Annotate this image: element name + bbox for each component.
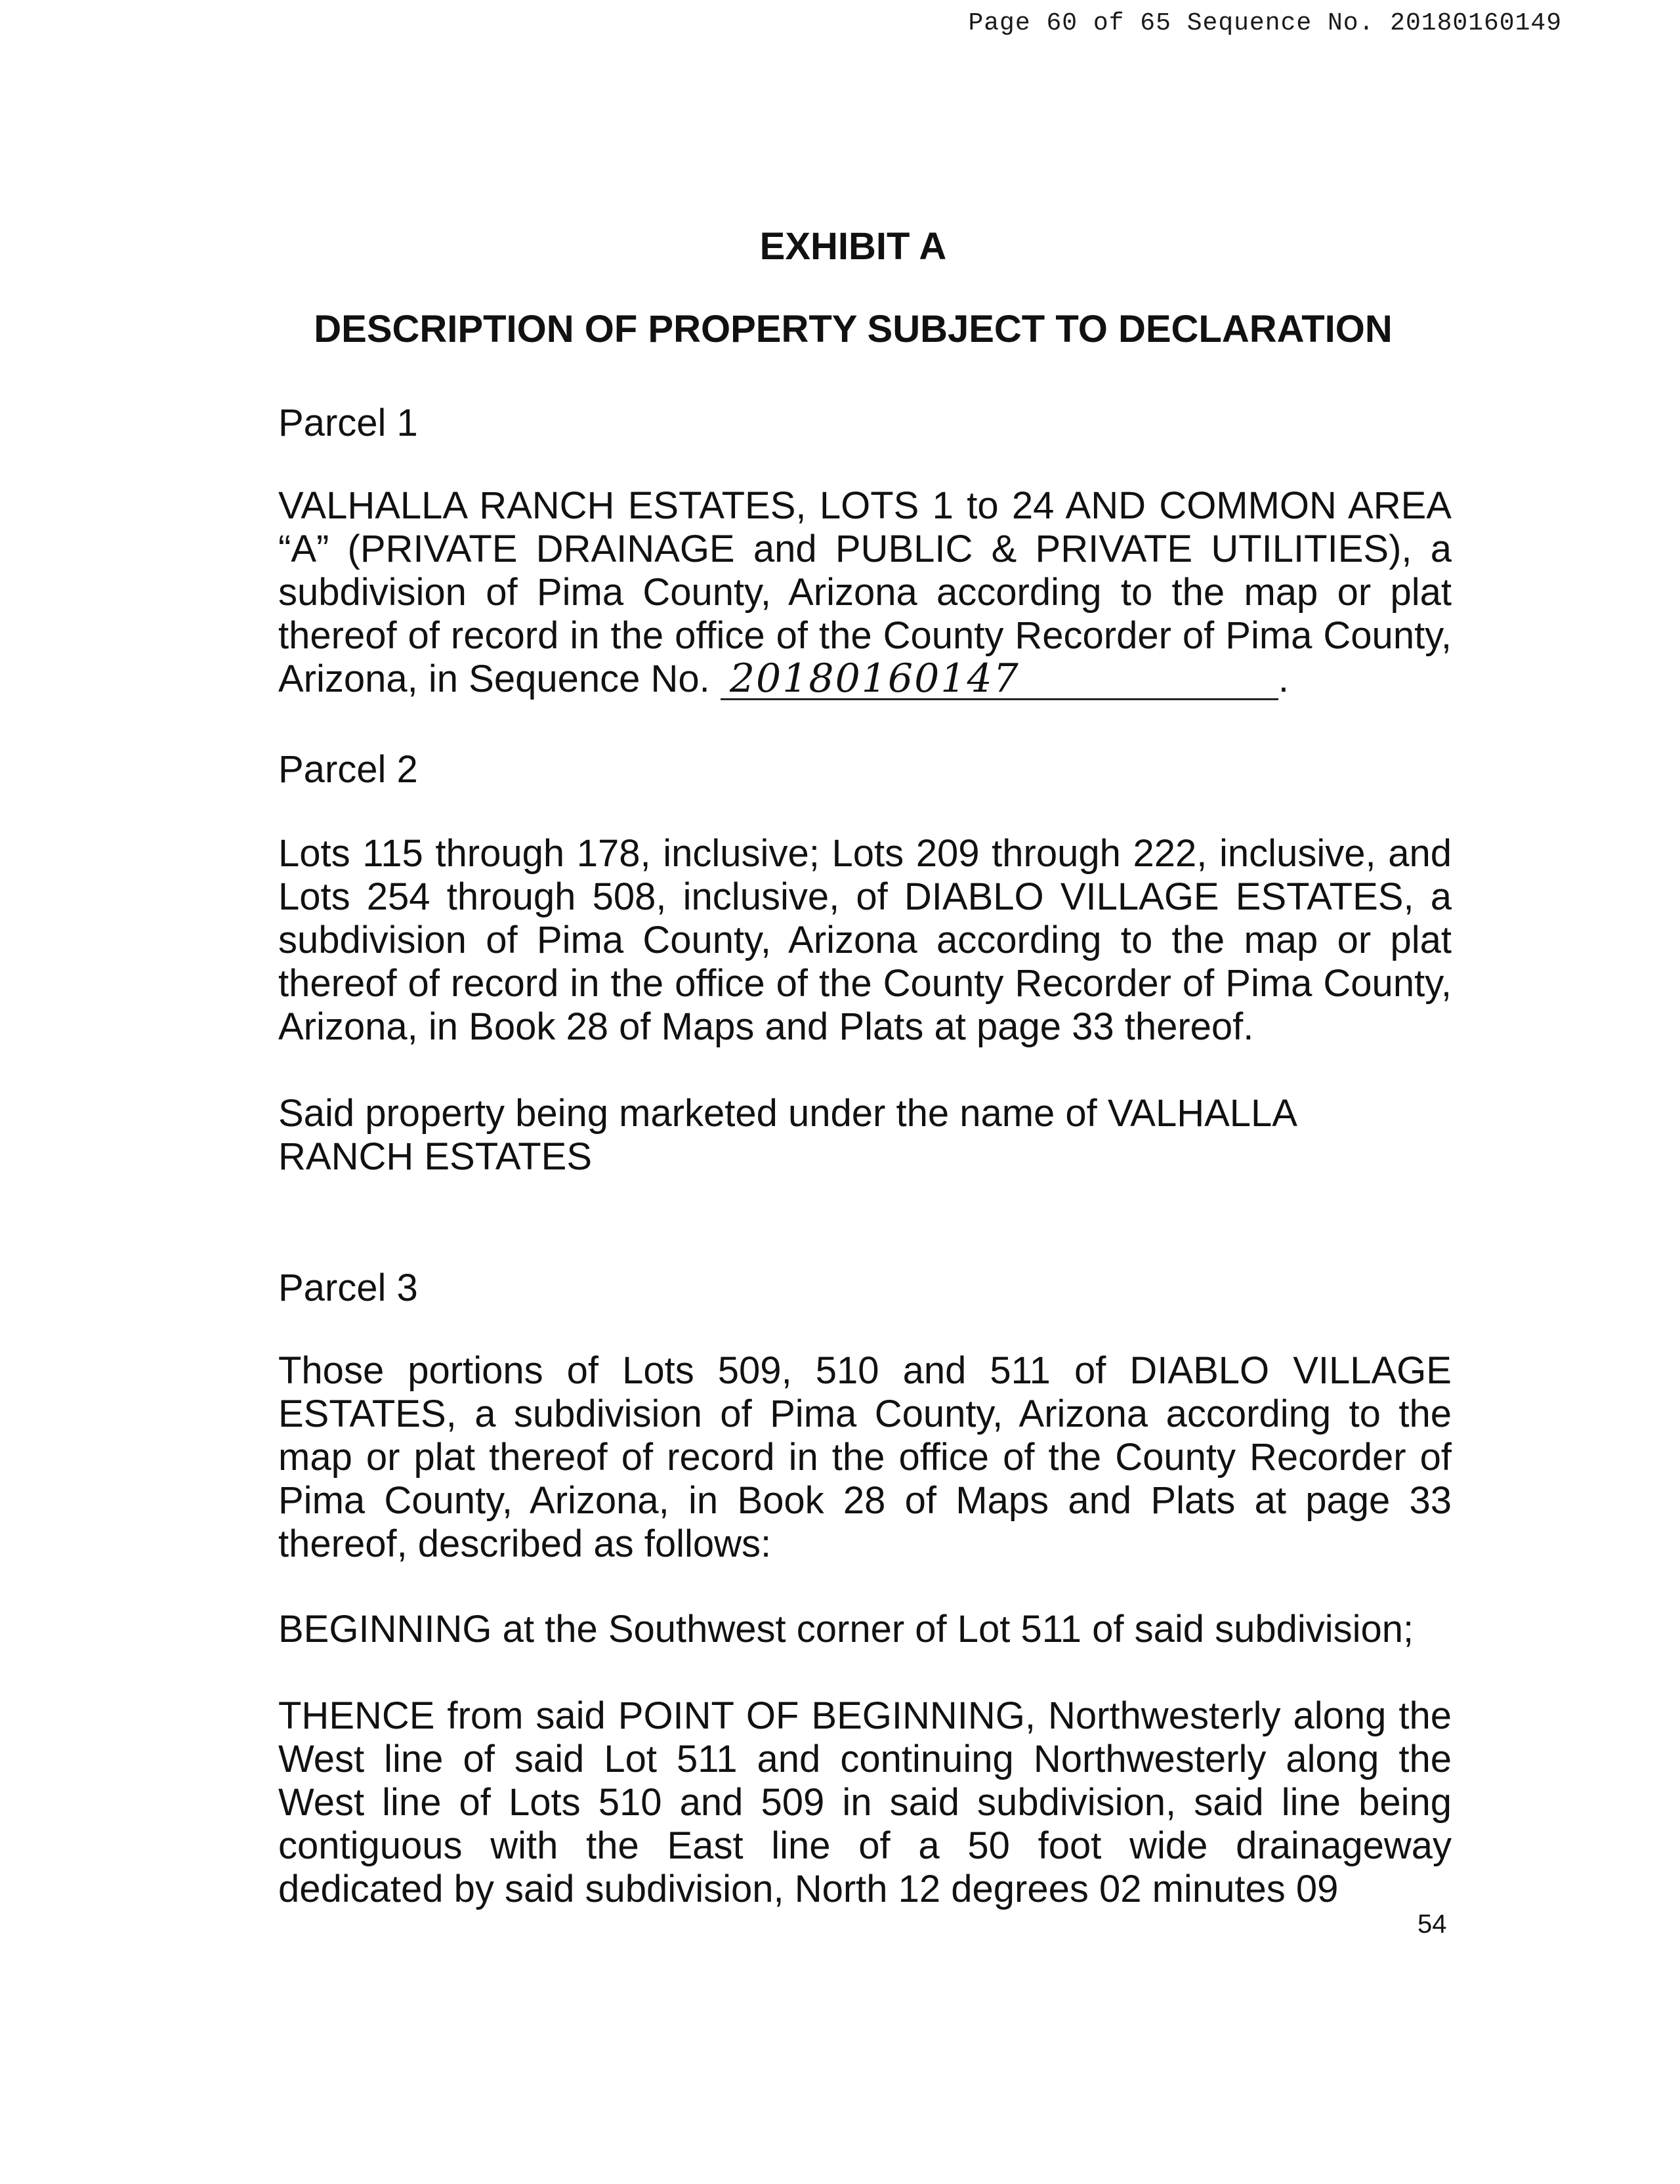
thence-clause: THENCE from said POINT OF BEGINNING, Northwesterly along the West line of said Lot 511 and continuing Northwesterly along the West line of Lots 510 and 509 in said subdivision, said line being contiguous with the East line of a 50 foot wide drainageway dedicated by said subdivision, North 12 degrees 02 minutes 09	[278, 1694, 1452, 1910]
parcel-1-label: Parcel 1	[278, 402, 418, 444]
parcel-1-text: VALHALLA RANCH ESTATES, LOTS 1 to 24 AND COMMON AREA “A” (PRIVATE DRAINAGE and PUBLIC & PRIVATE UTILITIES), a subdivision of Pima County, Arizona according to the map or plat thereof of record in the office of the County Recorder of Pima County, Arizona, in Sequence No.	[278, 484, 1452, 700]
handwritten-sequence-number: 20180160147	[721, 659, 1278, 700]
page-header: Page 60 of 65 Sequence No. 20180160149	[968, 9, 1562, 37]
parcel-3-label: Parcel 3	[278, 1267, 418, 1309]
parcel-1-trailing: .	[1278, 658, 1289, 700]
exhibit-title: EXHIBIT A	[759, 225, 947, 268]
marketing-note: Said property being marketed under the name of VALHALLA RANCH ESTATES	[278, 1092, 1295, 1178]
parcel-3-description: Those portions of Lots 509, 510 and 511 of DIABLO VILLAGE ESTATES, a subdivision of Pima County, Arizona according to the map or plat thereof of record in the office of the County Recorder of Pima County, Arizona, in Book 28 of Maps and Plats at page 33 thereof, described as follows:	[278, 1349, 1452, 1565]
parcel-1-description	[278, 484, 1452, 701]
beginning-clause: BEGINNING at the Southwest corner of Lot 511 of said subdivision;	[278, 1608, 1414, 1650]
parcel-2-label: Parcel 2	[278, 748, 418, 791]
parcel-2-description: Lots 115 through 178, inclusive; Lots 209 through 222, inclusive, and Lots 254 through 508, inclusive, of DIABLO VILLAGE ESTATES, a subdivision of Pima County, Arizona according to the map or plat thereof of record in the office of the County Recorder of Pima County, Arizona, in Book 28 of Maps and Plats at page 33 thereof.	[278, 832, 1452, 1048]
page-number: 54	[1418, 1910, 1447, 1939]
exhibit-subtitle: DESCRIPTION OF PROPERTY SUBJECT TO DECLARATION	[314, 308, 1393, 350]
